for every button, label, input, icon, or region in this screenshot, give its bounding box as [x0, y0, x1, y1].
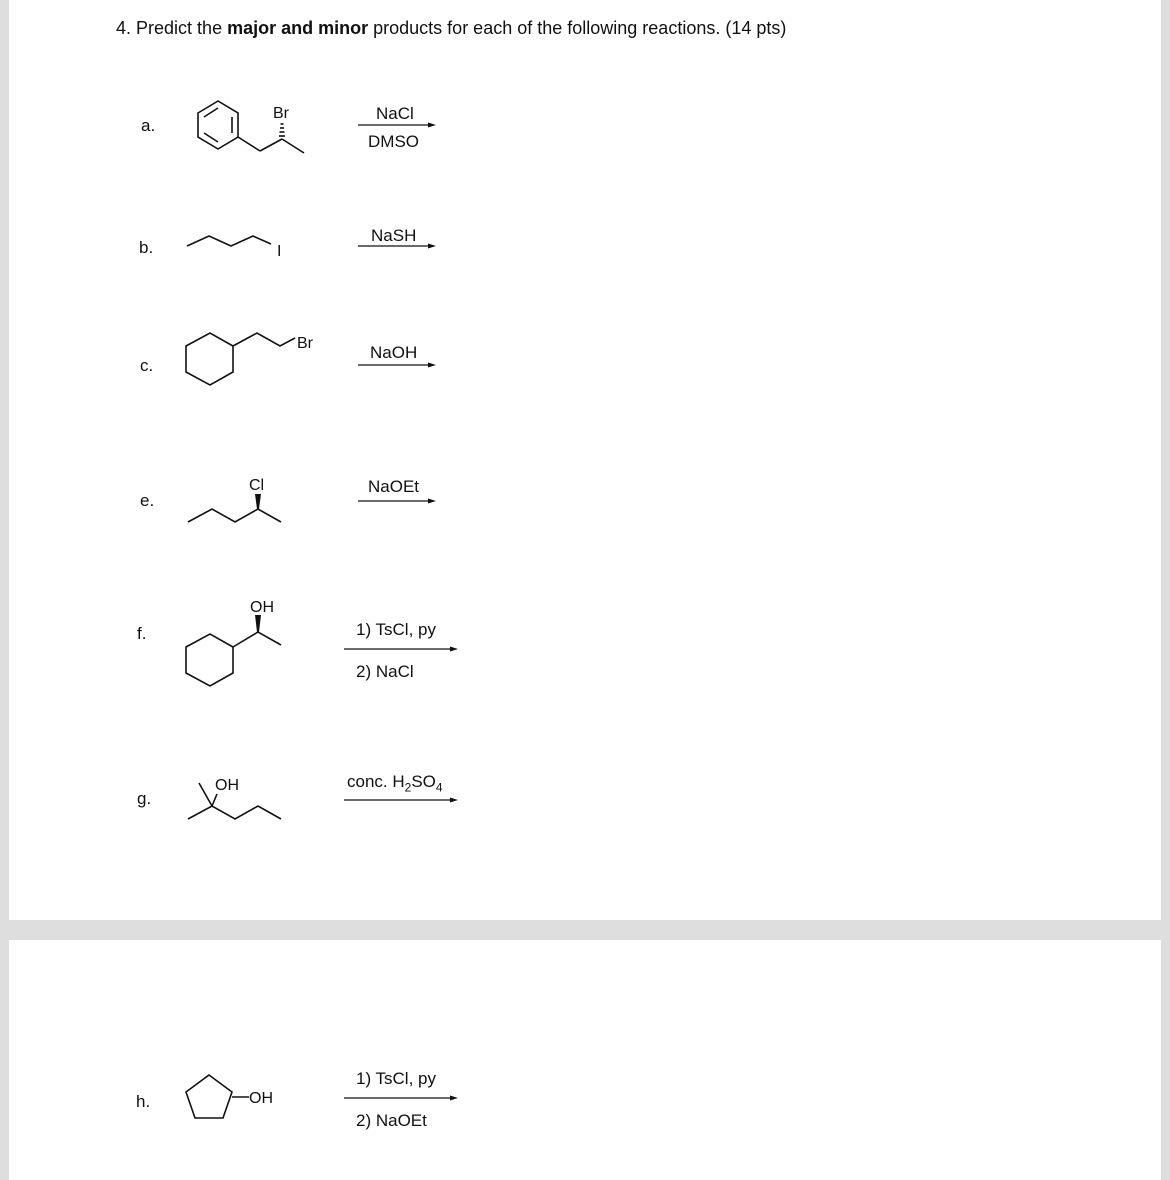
question-prefix: Predict the: [136, 18, 223, 38]
question-number: 4.: [116, 18, 132, 38]
reagent-subscript-4: 4: [435, 780, 443, 795]
reaction-b-label: b.: [139, 238, 154, 257]
reaction-g-label: g.: [137, 789, 152, 808]
reaction-a-reagent-below: DMSO: [368, 132, 419, 151]
question-suffix: products for each of the following reactions. (14 pts): [373, 18, 787, 38]
hydroxyl-group: OH: [250, 599, 274, 616]
iodine-atom: I: [277, 243, 282, 260]
reaction-f-reagent-above: 1) TsCl, py: [356, 620, 436, 639]
chlorine-atom: Cl: [249, 477, 265, 494]
reaction-a-reagent-above: NaCl: [376, 104, 414, 123]
bromine-atom: Br: [273, 105, 289, 122]
reaction-h-reagent-above: 1) TsCl, py: [356, 1069, 436, 1088]
worksheet-page-2: [9, 940, 1161, 1180]
reaction-g-reagent-above: [347, 772, 443, 794]
reaction-h-label: h.: [136, 1092, 151, 1111]
reaction-c-reagent-above: NaOH: [370, 343, 418, 362]
hydroxyl-group: OH: [249, 1090, 273, 1107]
reaction-f-reagent-below: 2) NaCl: [356, 662, 414, 681]
reaction-g-molecule: [9, 0, 1161, 920]
reaction-h-molecule: [9, 940, 1161, 1180]
reaction-h-reagent-below: 2) NaOEt: [356, 1111, 427, 1130]
reagent-prefix: conc. H: [347, 772, 405, 791]
worksheet-page-1: [9, 0, 1161, 920]
reaction-h-arrow: [344, 1093, 464, 1103]
reagent-subscript-2: 2: [404, 780, 412, 795]
reaction-e-label: e.: [140, 491, 155, 510]
reaction-e-reagent-above: NaOEt: [368, 477, 420, 496]
reagent-mid: SO: [411, 772, 436, 791]
reaction-f-label: f.: [137, 624, 147, 643]
question-emphasis: major and minor: [227, 18, 369, 38]
reaction-a-label: a.: [141, 116, 156, 135]
bromine-atom: Br: [297, 335, 313, 352]
hydroxyl-group: OH: [215, 777, 239, 794]
reaction-b-reagent-above: NaSH: [371, 226, 417, 245]
reaction-g-arrow: [344, 795, 464, 805]
reaction-c-label: c.: [140, 356, 154, 375]
